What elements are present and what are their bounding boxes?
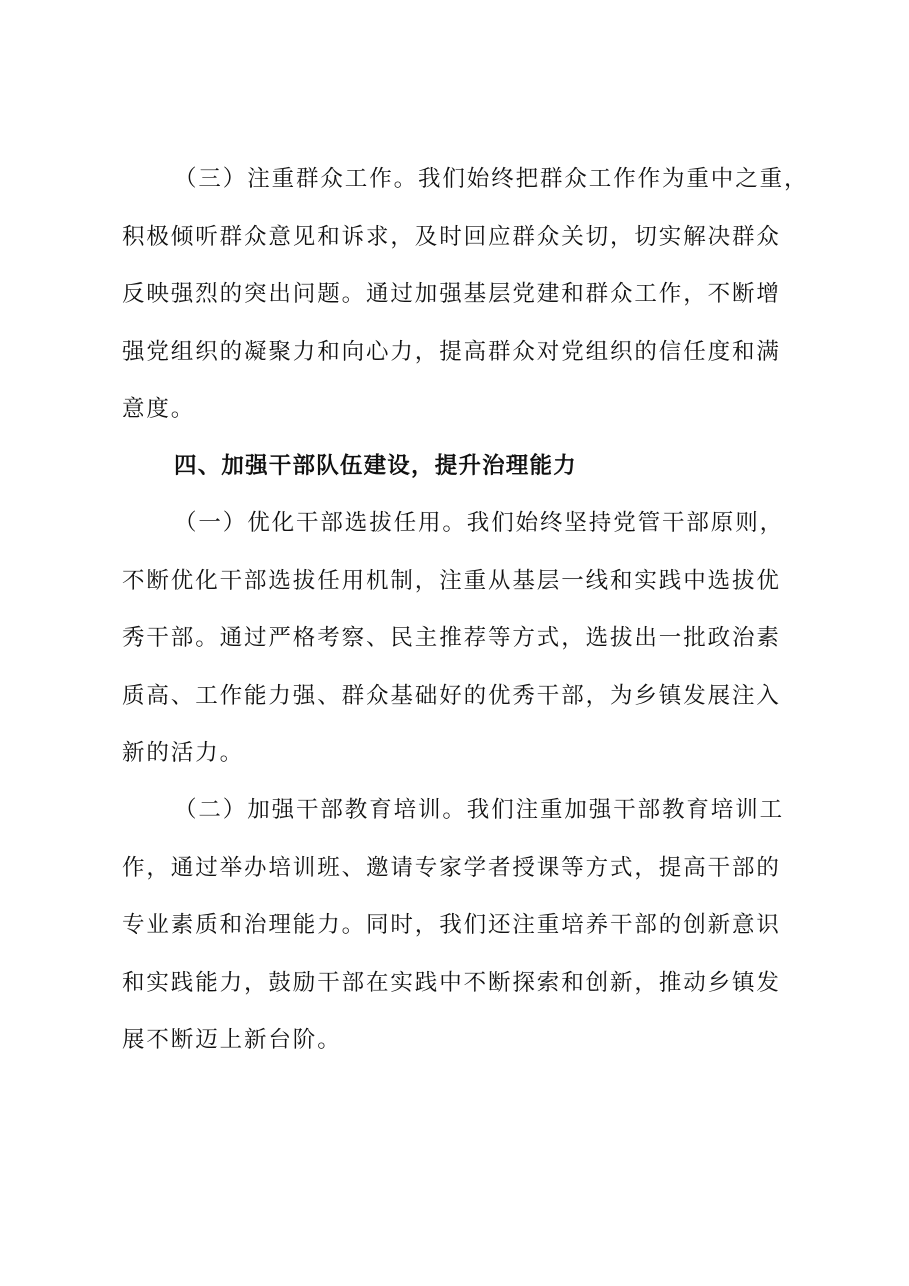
paragraph-line: 强党组织的凝聚力和向心力，提高群众对党组织的信任度和满 [122, 338, 781, 365]
paragraph-line: 作，通过举办培训班、邀请专家学者授课等方式，提高干部的 [122, 854, 781, 881]
paragraph-line: 展不断迈上新台阶。 [122, 1027, 342, 1053]
section-heading-4: 四、加强干部队伍建设，提升治理能力 [174, 453, 577, 479]
paragraph-line: 专业素质和治理能力。同时，我们还注重培养干部的创新意识 [122, 912, 781, 938]
paragraph-line: （二）加强干部教育培训。我们注重加强干部教育培训工 [174, 797, 785, 823]
paragraph-line: 秀干部。通过严格考察、民主推荐等方式，选拔出一批政治素 [122, 625, 781, 651]
paragraph-cadre-selection [122, 495, 792, 783]
paragraph-mass-work [122, 151, 809, 439]
paragraph-line: 新的活力。 [122, 740, 245, 766]
paragraph-line: （三）注重群众工作。我们始终把群众工作作为重中之重， [174, 166, 809, 192]
paragraph-line: 不断优化干部选拔任用机制，注重从基层一线和实践中选拔优 [122, 567, 781, 594]
paragraph-line: 反映强烈的突出问题。通过加强基层党建和群众工作，不断增 [122, 281, 781, 307]
paragraph-line: 和实践能力，鼓励干部在实践中不断探索和创新，推动乡镇发 [122, 969, 781, 996]
paragraph-line: 意度。 [122, 396, 196, 422]
paragraph-line: （一）优化干部选拔任用。我们始终坚持党管干部原则， [174, 510, 785, 536]
paragraph-line: 积极倾听群众意见和诉求，及时回应群众关切，切实解决群众 [122, 223, 781, 250]
paragraph-line: 质高、工作能力强、群众基础好的优秀干部，为乡镇发展注入 [122, 682, 781, 709]
paragraph-cadre-training [122, 782, 792, 1070]
